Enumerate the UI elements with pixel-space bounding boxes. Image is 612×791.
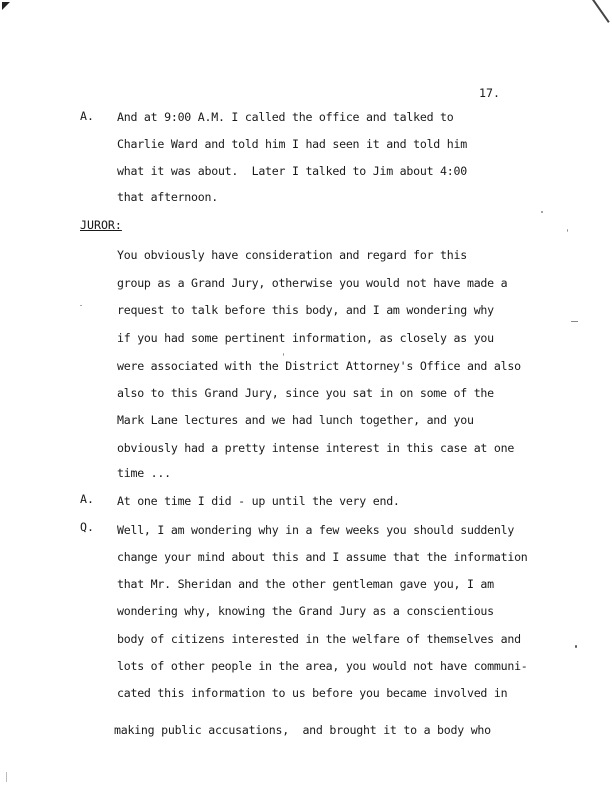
scan-speck xyxy=(541,211,543,213)
transcript-line: Well, I am wondering why in a few weeks you should suddenly xyxy=(117,523,515,537)
speaker-label: Q. xyxy=(80,520,94,534)
transcript-line: making public accusations, and brought it to a body who xyxy=(114,723,491,737)
scan-speck xyxy=(80,305,82,306)
transcript-line: were associated with the District Attorney's Office and also xyxy=(117,359,521,373)
transcript-line: group as a Grand Jury, otherwise you would not have made a xyxy=(117,276,508,290)
transcript-line: that Mr. Sheridan and the other gentleman gave you, I am xyxy=(117,577,494,591)
scan-mark xyxy=(571,321,578,322)
speaker-label: JUROR: xyxy=(80,218,122,232)
transcript-line: At one time I did - up until the very end. xyxy=(117,494,400,508)
transcript-line: if you had some pertinent information, as closely as you xyxy=(117,331,494,345)
transcript-line: lots of other people in the area, you would not have communi- xyxy=(117,659,528,673)
transcript-line: time ... xyxy=(117,466,171,480)
transcript-line: Mark Lane lectures and we had lunch together, and you xyxy=(117,413,474,427)
transcript-line: And at 9:00 A.M. I called the office and talked to xyxy=(117,110,454,124)
corner-mark xyxy=(2,2,10,10)
speaker-label: A. xyxy=(80,492,94,506)
transcript-line: what it was about. Later I talked to Jim about 4:00 xyxy=(117,164,467,178)
scan-speck xyxy=(283,353,284,356)
transcript-line: that afternoon. xyxy=(117,190,218,204)
transcript-line: wondering why, knowing the Grand Jury as a conscientious xyxy=(117,604,494,618)
scan-mark xyxy=(6,772,7,782)
transcript-line: You obviously have consideration and regard for this xyxy=(117,248,467,262)
transcript-line: change your mind about this and I assume that the information xyxy=(117,550,528,564)
transcript-line: also to this Grand Jury, since you sat in on some of the xyxy=(117,386,494,400)
transcript-line: request to talk before this body, and I am wondering why xyxy=(117,303,494,317)
scan-speck xyxy=(575,645,577,648)
transcript-line: Charlie Ward and told him I had seen it and told him xyxy=(117,137,467,151)
corner-mark xyxy=(592,0,610,23)
page-number: 17. xyxy=(479,86,500,100)
transcript-line: cated this information to us before you became involved in xyxy=(117,686,508,700)
speaker-label: A. xyxy=(80,109,94,123)
transcript-line: body of citizens interested in the welfare of themselves and xyxy=(117,632,521,646)
transcript-line: obviously had a pretty intense interest in this case at one xyxy=(117,441,515,455)
scan-speck xyxy=(567,229,568,232)
